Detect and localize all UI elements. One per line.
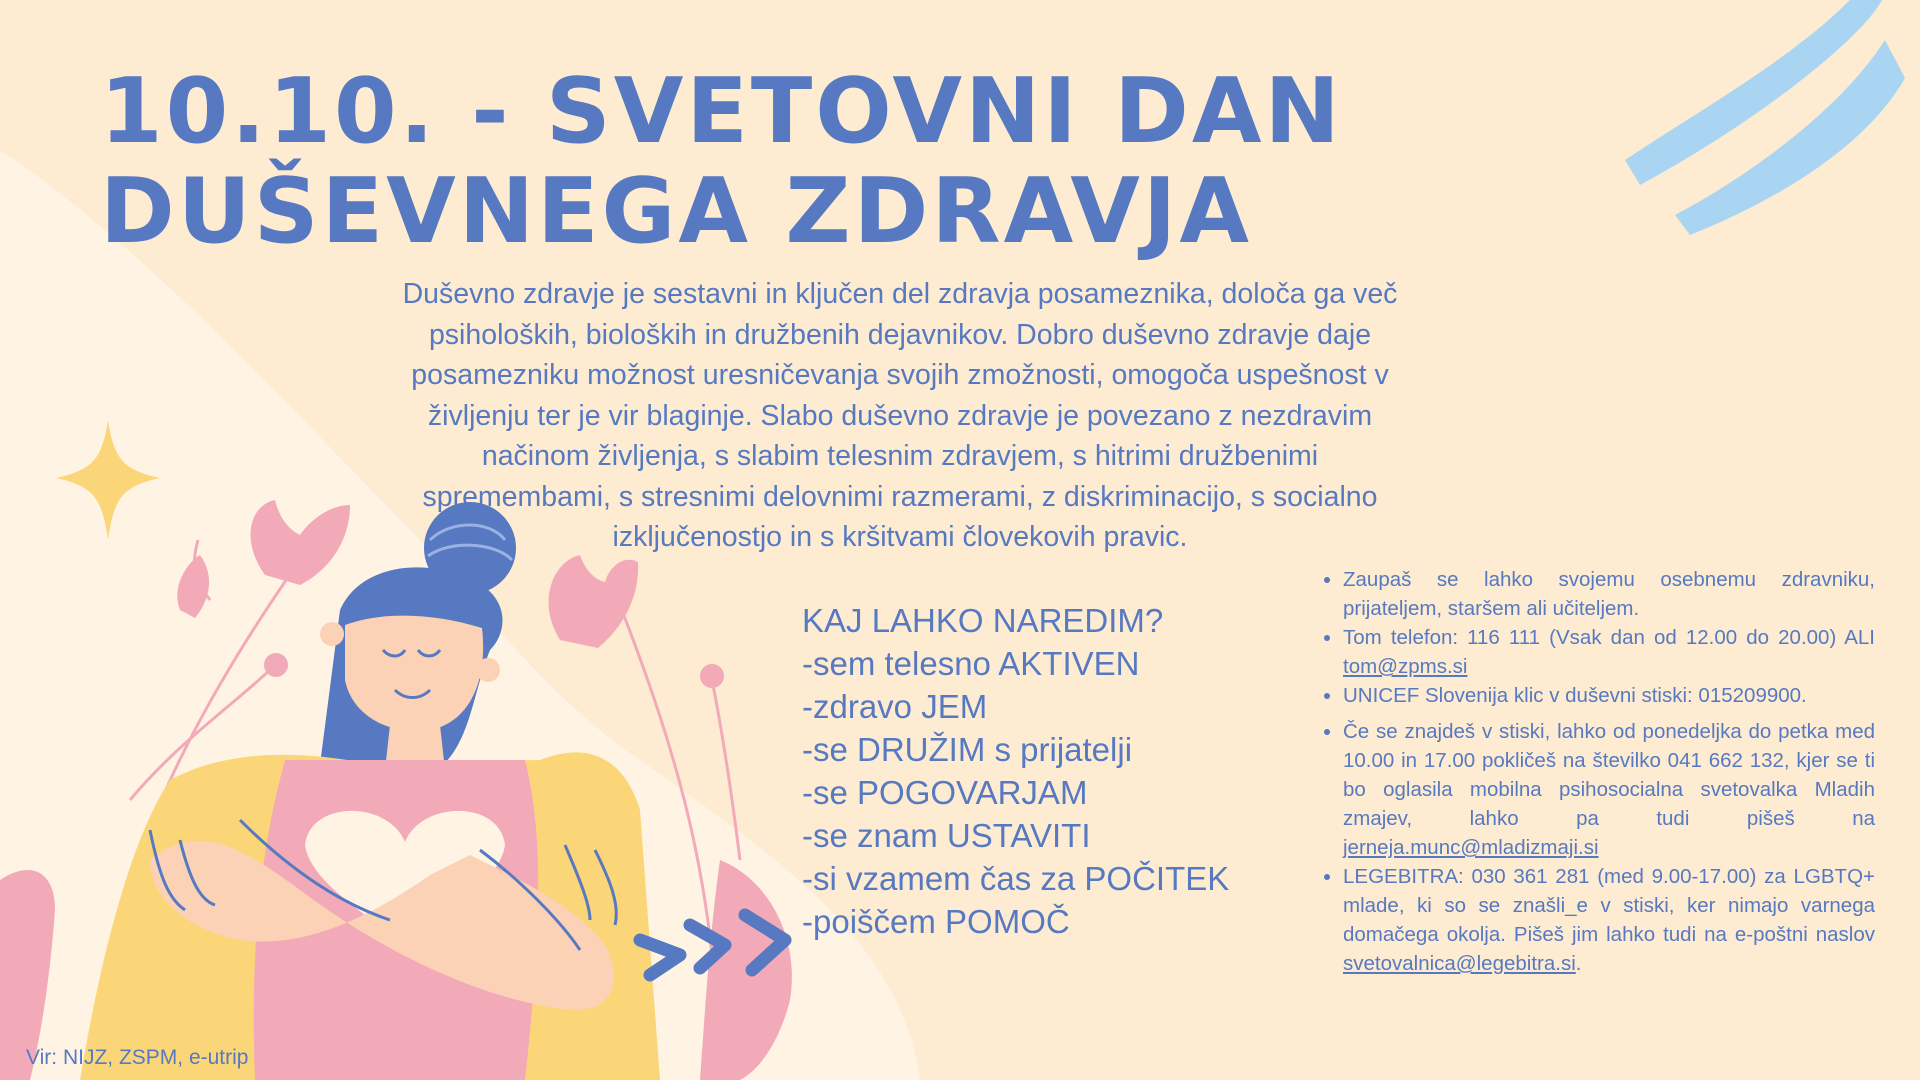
intro-paragraph: Duševno zdravje je sestavni in ključen del zdravja posameznika, določa ga več psiholoških, bioloških in družbenih dejavnikov. Dobro duševno zdravje daje posamezniku možnost uresničevanja svojih zmožnosti, omogoča uspešnost v življenju ter je vir blaginje. Slabo duševno zdravje je povezano z nezdravim načinom življenja, s slabim telesnim zdravjem, s hitrimi družbenimi spremembami, s stresnimi delovnimi razmerami, z diskriminacijo, s socialno izključenostjo in s kršitvami človekovih pravic. xyxy=(402,278,1398,553)
help-list xyxy=(1325,565,1875,978)
action-item: -sem telesno AKTIVEN xyxy=(802,645,1140,682)
help-item-unicef: • UNICEF Slovenija klic v duševni stiski: 015209900. xyxy=(1343,681,1875,710)
help-item-trusted-person: • Zaupaš se lahko svojemu osebnemu zdravniku, prijateljem, staršem ali učiteljem. xyxy=(1343,565,1875,623)
actions-heading: KAJ LAHKO NAREDIM? xyxy=(802,602,1164,639)
action-item: -se znam USTAVITI xyxy=(802,817,1091,854)
title-line-1: 10.10. - SVETOVNI DAN xyxy=(100,59,1343,164)
action-item: -poiščem POMOČ xyxy=(802,903,1070,940)
action-item: -se POGOVARJAM xyxy=(802,774,1088,811)
help-item-legebitra: • LEGEBITRA: 030 361 281 (med 9.00-17.00) za LGBTQ+ mlade, ki so se znašli_e v stiski, ker nimajo varnega domačega okolja. Pišeš jim lahko tudi na e-poštni naslov svetovalnica@legebitra.si. xyxy=(1343,862,1875,978)
title-line-2: DUŠEVNEGA ZDRAVJA xyxy=(100,159,1253,264)
blue-stripes-decoration xyxy=(1625,0,1905,235)
help-item-mladi-zmaji: • Če se znajdeš v stiski, lahko od ponedeljka do petka med 10.00 in 17.00 pokličeš na številko 041 662 132, kjer se ti bo oglasila mobilna psihosocialna svetovalka Mladih zmajev, lahko pa tudi pišeš na jerneja.munc@mladizmaji.si xyxy=(1343,717,1875,862)
action-item: -si vzamem čas za POČITEK xyxy=(802,860,1230,897)
mladizmaji-email-link[interactable]: jerneja.munc@mladizmaji.si xyxy=(1343,836,1599,859)
tom-email-link[interactable]: tom@zpms.si xyxy=(1343,655,1468,678)
source-credit: Vir: NIJZ, ZSPM, e-utrip xyxy=(26,1046,249,1069)
page-title xyxy=(100,59,1343,264)
help-item-tom-telefon: • Tom telefon: 116 111 (Vsak dan od 12.00 do 20.00) ALI tom@zpms.si xyxy=(1343,623,1875,681)
action-item: -zdravo JEM xyxy=(802,688,988,725)
actions-list xyxy=(802,599,1229,943)
legebitra-email-link[interactable]: svetovalnica@legebitra.si xyxy=(1343,952,1576,975)
action-item: -se DRUŽIM s prijatelji xyxy=(802,731,1133,768)
